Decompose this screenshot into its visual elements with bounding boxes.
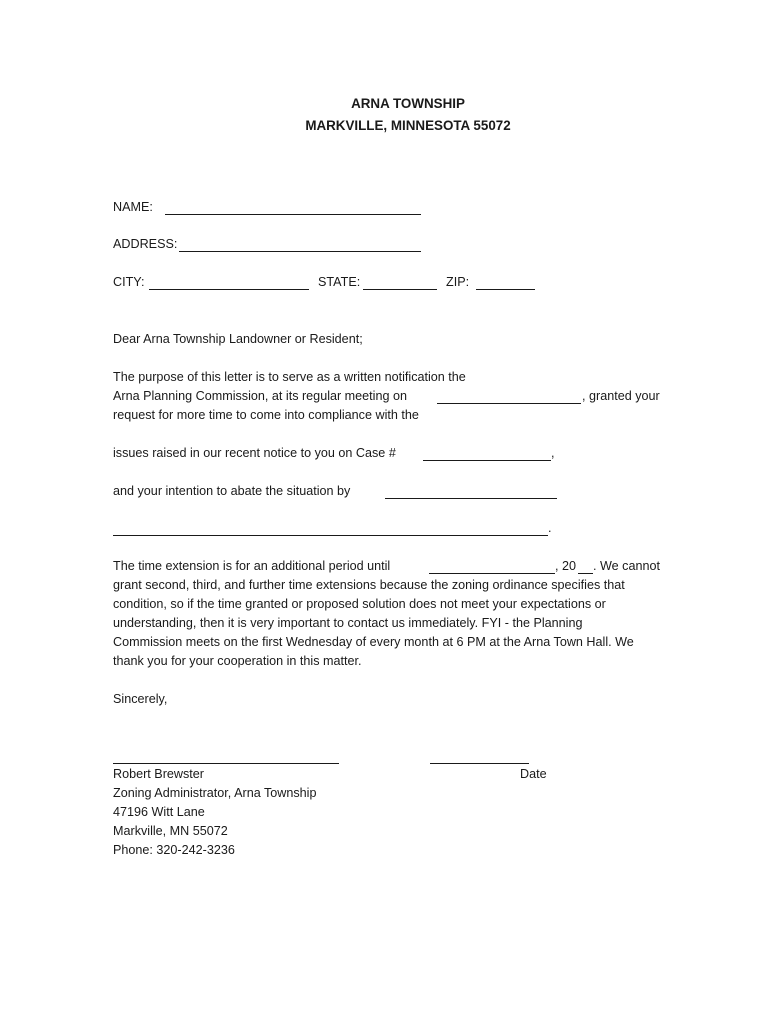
paragraph-5-line-1b: , 20 — [555, 559, 577, 573]
city-field[interactable] — [149, 289, 309, 290]
abate-method-field[interactable] — [385, 498, 557, 499]
abate-method-field-continued[interactable] — [113, 535, 548, 536]
signature-line[interactable] — [113, 763, 339, 764]
paragraph-5-line-5: Commission meets on the first Wednesday of every month at 6 PM at the Arna Town Hall. We — [113, 635, 634, 649]
closing: Sincerely, — [113, 692, 168, 706]
state-label: STATE: — [318, 275, 361, 289]
paragraph-5-line-2: grant second, third, and further time extensions because the zoning ordinance specifies that — [113, 578, 625, 592]
paragraph-1-line-2b: , granted your — [582, 389, 660, 403]
paragraph-5-line-1c: . We cannot — [593, 559, 660, 573]
paragraph-4-period: . — [548, 521, 552, 535]
paragraph-2-comma: , — [551, 446, 555, 460]
state-field[interactable] — [363, 289, 437, 290]
zip-field[interactable] — [476, 289, 535, 290]
salutation: Dear Arna Township Landowner or Resident; — [113, 332, 363, 346]
paragraph-5-line-1a: The time extension is for an additional period until — [113, 559, 391, 573]
extension-year-field[interactable] — [578, 573, 593, 574]
signer-phone: Phone: 320-242-3236 — [113, 843, 235, 857]
name-label: NAME: — [113, 200, 153, 214]
township-title: ARNA TOWNSHIP — [351, 96, 465, 111]
signer-street: 47196 Witt Lane — [113, 805, 205, 819]
case-number-field[interactable] — [423, 460, 551, 461]
paragraph-1-line-1: The purpose of this letter is to serve as a written notification the — [113, 370, 466, 384]
paragraph-5-line-4: understanding, then it is very important to contact us immediately. FYI - the Planning — [113, 616, 583, 630]
paragraph-3-text: and your intention to abate the situation by — [113, 484, 351, 498]
paragraph-1-line-2a: Arna Planning Commission, at its regular meeting on — [113, 389, 407, 403]
signer-city: Markville, MN 55072 — [113, 824, 228, 838]
paragraph-2-text: issues raised in our recent notice to you on Case # — [113, 446, 396, 460]
paragraph-5-line-3: condition, so if the time granted or proposed solution does not meet your expectations or — [113, 597, 606, 611]
city-label: CITY: — [113, 275, 145, 289]
paragraph-1-line-3: request for more time to come into compliance with the — [113, 408, 419, 422]
extension-date-field[interactable] — [429, 573, 555, 574]
meeting-date-field[interactable] — [437, 403, 581, 404]
date-line[interactable] — [430, 763, 529, 764]
signer-name: Robert Brewster — [113, 767, 204, 781]
paragraph-5-line-6: thank you for your cooperation in this matter. — [113, 654, 362, 668]
address-field[interactable] — [179, 251, 421, 252]
signer-title: Zoning Administrator, Arna Township — [113, 786, 317, 800]
township-address: MARKVILLE, MINNESOTA 55072 — [305, 118, 511, 133]
name-field[interactable] — [165, 214, 421, 215]
address-label: ADDRESS: — [113, 237, 178, 251]
date-label: Date — [520, 767, 547, 781]
zip-label: ZIP: — [446, 275, 470, 289]
